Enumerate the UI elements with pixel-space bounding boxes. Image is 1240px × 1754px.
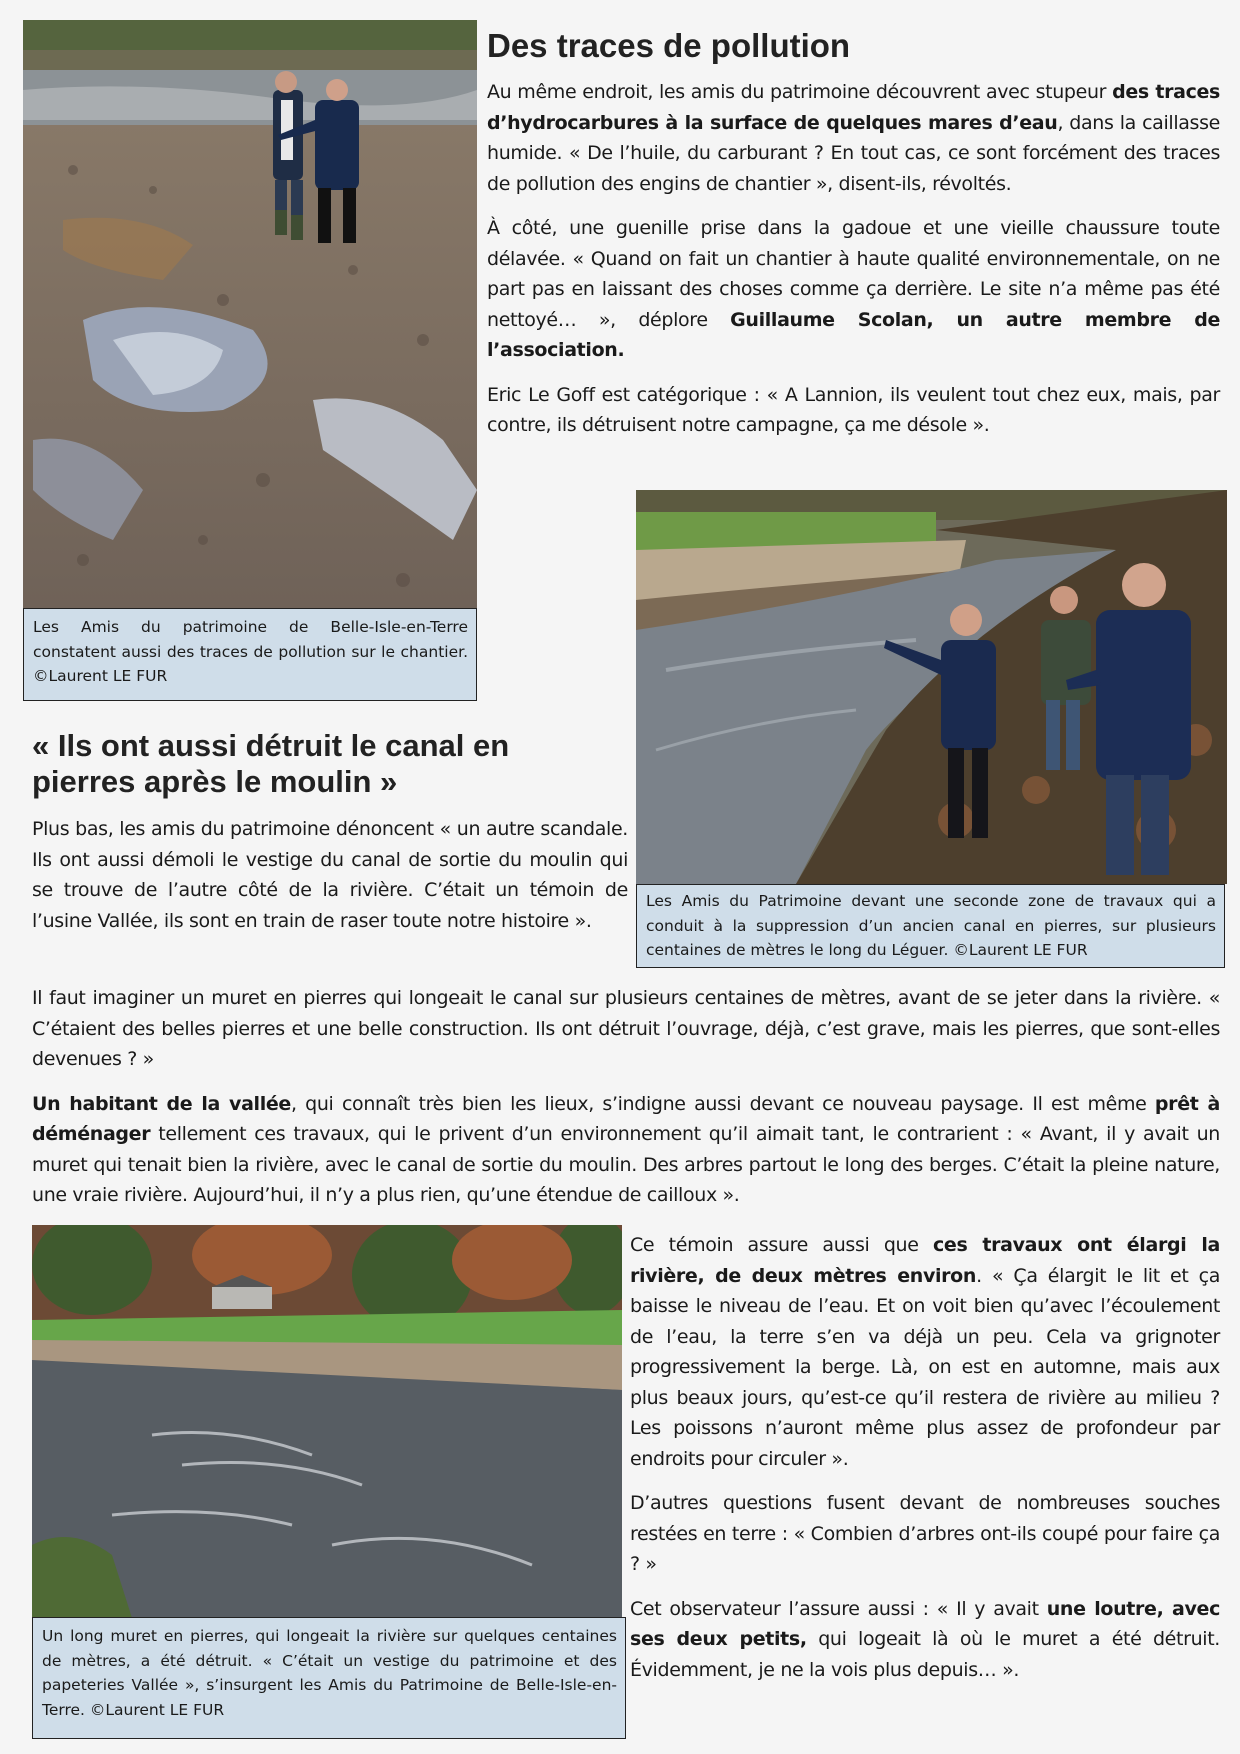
section1-body — [487, 77, 1220, 441]
section2-right-column — [630, 1230, 1220, 1685]
paragraph — [630, 1594, 1220, 1686]
photo2-caption: Les Amis du Patrimoine devant une seconde zone de travaux qui a conduit à la suppression d’un ancien canal en pierres, sur plusieurs centaines de mètres le long du Léguer. ©Laurent LE FUR — [636, 884, 1225, 968]
bold-text: prêt à déménager — [32, 1092, 1220, 1145]
text-run: Cet observateur l’assure aussi : « Il y avait — [630, 1597, 1047, 1620]
bold-text: Un habitant de la vallée — [32, 1092, 291, 1115]
text-run: Au même endroit, les amis du patrimoine découvrent avec stupeur — [487, 81, 1113, 103]
bold-text: ces travaux ont élargi la rivière, de deux mètres environ — [630, 1234, 1220, 1287]
heading-canal-en-pierres: « Ils ont aussi détruit le canal en pierres après le moulin » — [32, 728, 510, 799]
section2-intro-paragraph: Plus bas, les amis du patrimoine dénoncent « un autre scandale. Ils ont aussi démoli le vestige du canal de sortie du moulin qui se trouve de l’autre côté de la rivière. C’était un témoin de l’usine Vallée, ils sont en train de raser toute notre histoire ». — [32, 818, 628, 932]
photo-three-men-riverbank — [636, 490, 1227, 884]
paragraph — [630, 1230, 1220, 1474]
photo3-caption: Un long muret en pierres, qui longeait la rivière sur quelques centaines de mètres, a été détruit. « C’était un vestige du patrimoine et des papeteries Vallée », s’insurgent les Amis du Patrimoine de Belle-Isle-en-Terre. ©Laurent LE FUR — [32, 1617, 626, 1739]
heading-des-traces-de-pollution: Des traces de pollution — [487, 27, 851, 64]
paragraph — [487, 213, 1220, 366]
paragraph — [630, 1488, 1220, 1580]
paragraph — [487, 77, 1220, 199]
text-run: À côté, une guenille prise dans la gadoue et une vieille chaussure toute délavée. « Quand on fait un chantier à haute qualité environnementale, on ne part pas en laissant des choses comme ça derrière. Le site n’a même pas été nettoyé… », déplore — [487, 217, 1220, 331]
text-run: . « Ça élargit le lit et ça baisse le niveau de l’eau. Et on voit bien qu’avec l’écoulement de l’eau, la terre s’en va déjà un peu. Cela va grignoter progressivement la berge. Là, on est en automne, mais aux plus beaux jours, qu’est-ce qu’il restera de rivière au milieu ? Les poissons n’auront même plus assez de profondeur par endroits pour circuler ». — [630, 1264, 1221, 1470]
photo1-caption: Les Amis du patrimoine de Belle-Isle-en-Terre constatent aussi des traces de pollution sur le chantier. ©Laurent LE FUR — [23, 608, 477, 701]
section2-full-width-body — [32, 983, 1220, 1211]
text-run: tellement ces travaux, qui le privent d’un environnement qu’il aimait tant, le contrarient : « Avant, il y avait un muret qui tenait bien la rivière, avec le canal de sortie du moulin. Des arbres partout le long des berges. C’était la pleine nature, une vraie rivière. Aujourd’hui, il n’y a plus rien, qu’une étendue de cailloux ». — [32, 1123, 1220, 1206]
text-run: qui logeait là où le muret a été détruit. Évidemment, je ne la vois plus depuis… ». — [630, 1628, 1220, 1681]
photo-widened-river — [32, 1225, 622, 1618]
paragraph — [487, 380, 1220, 441]
bold-text: Guillaume Scolan, un autre membre de l’association. — [487, 308, 1220, 361]
paragraph — [32, 1089, 1220, 1211]
text-run: D’autres questions fusent devant de nombreuses souches restées en terre : « Combien d’arbres ont-ils coupé pour faire ça ? » — [630, 1492, 1220, 1575]
text-run: , qui connaît très bien les lieux, s’indigne aussi devant ce nouveau paysage. Il est même — [290, 1092, 1155, 1115]
paragraph — [32, 983, 1220, 1075]
text-run: Eric Le Goff est catégorique : « A Lannion, ils veulent tout chez eux, mais, par contre, ils détruisent notre campagne, ça me désole ». — [487, 383, 1220, 436]
text-run: Il faut imaginer un muret en pierres qui longeait le canal sur plusieurs centaines de mètres, avant de se jeter dans la rivière. « C’étaient des belles pierres et une belle construction. Ils ont détruit l’ouvrage, déjà, c’est grave, mais les pierres, que sont-elles devenues ? » — [32, 987, 1220, 1070]
bold-text: des traces d’hydrocarbures à la surface de quelques mares d’eau — [487, 81, 1220, 134]
bold-text: une loutre, avec ses deux petits, — [630, 1597, 1221, 1650]
text-run: , dans la caillasse humide. « De l’huile, du carburant ? En tout cas, ce sont forcément des traces de pollution des engins de chantier », disent-ils, révoltés. — [487, 111, 1220, 195]
photo-pollution-riverbed — [23, 20, 477, 608]
text-run: Ce témoin assure aussi que — [630, 1234, 933, 1256]
